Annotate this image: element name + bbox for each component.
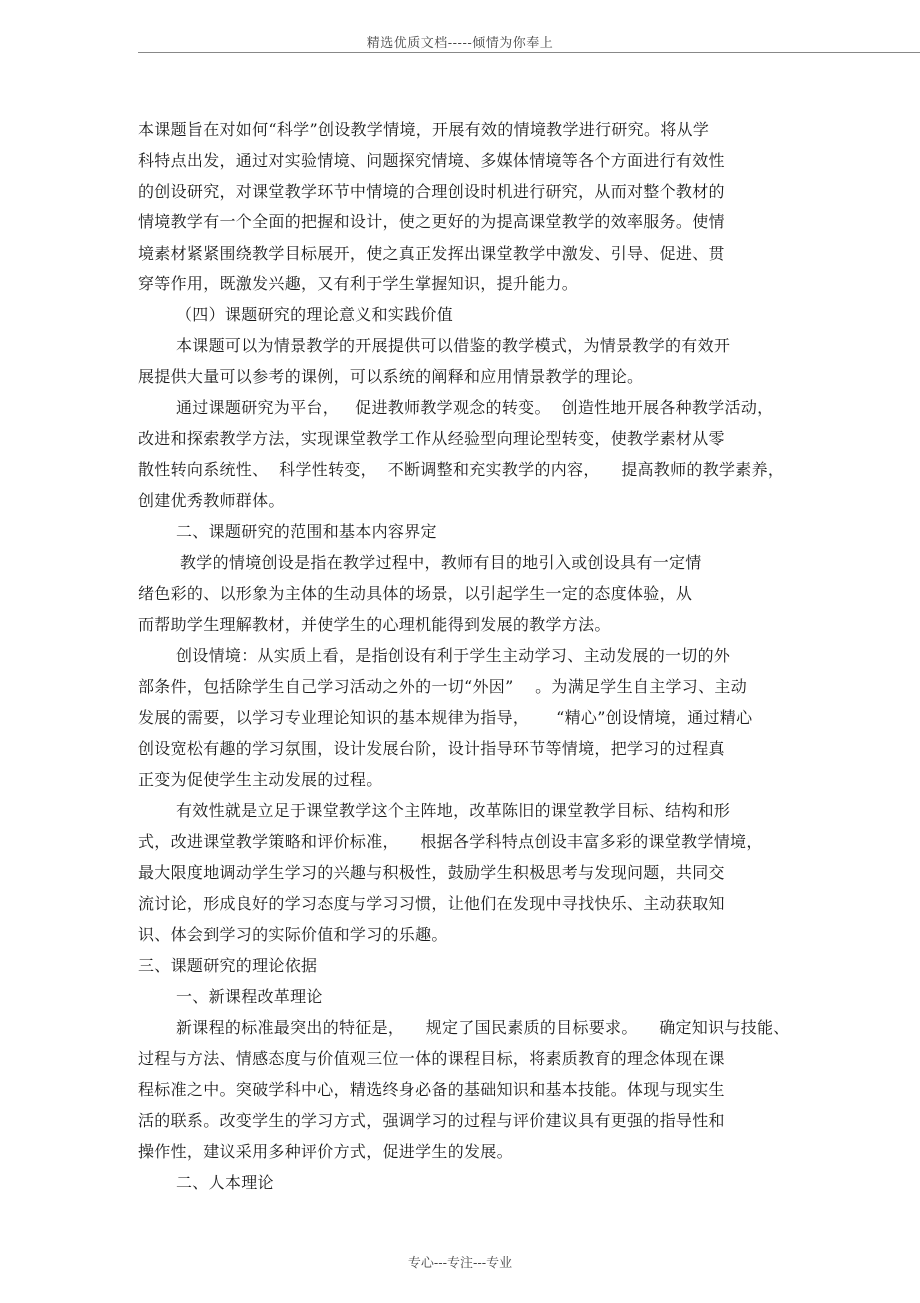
body-line: 发展的需要，以学习专业理论知识的基本规律为指导， “精心”创设情境，通过精心	[138, 708, 753, 727]
body-line: 本课题旨在对如何“科学”创设教学情境，开展有效的情境教学进行研究。将从学	[138, 120, 710, 139]
section-heading: 二、课题研究的范围和基本内容界定	[176, 522, 437, 541]
body-line: 通过课题研究为平台， 促进教师教学观念的转变。 创造性地开展各种教学活动，	[176, 398, 774, 417]
body-line: 创设情境：从实质上看，是指创设有利于学生主动学习、主动发展的一切的外	[176, 646, 731, 665]
body-line: 新课程的标准最突出的特征是， 规定了国民素质的目标要求。 确定知识与技能、	[176, 1018, 790, 1037]
body-line: 流讨论，形成良好的学习态度与学习习惯，让他们在发现中寻找快乐、主动获取知	[138, 894, 725, 913]
body-line: 展提供大量可以参考的课例，可以系统的阐释和应用情景教学的理论。	[138, 367, 644, 386]
body-line: 情境教学有一个全面的把握和设计，使之更好的为提高课堂教学的效率服务。使情	[138, 212, 725, 231]
body-line: 而帮助学生理解教材，并使学生的心理机能得到发展的教学方法。	[138, 615, 611, 634]
body-line: 教学的情境创设是指在教学过程中，教师有目的地引入或创设具有一定情	[180, 553, 702, 572]
page-footer: 专心---专注---专业	[407, 1256, 513, 1271]
body-line: 穿等作用，既激发兴趣，又有利于学生掌握知识，提升能力。	[138, 274, 579, 293]
body-line: 过程与方法、情感态度与价值观三位一体的课程目标，将素质教育的理念体现在课	[138, 1049, 725, 1068]
section-heading: 三、课题研究的理论依据	[138, 956, 318, 975]
body-line: 创设宽松有趣的学习氛围，设计发展台阶，设计指导环节等情境，把学习的过程真	[138, 739, 725, 758]
body-line: 的创设研究，对课堂教学环节中情境的合理创设时机进行研究，从而对整个教材的	[138, 182, 725, 201]
body-line: 操作性，建议采用多种评价方式，促进学生的发展。	[138, 1142, 513, 1161]
body-line: 识、体会到学习的实际价值和学习的乐趣。	[138, 925, 448, 944]
body-line: 活的联系。改变学生的学习方式，强调学习的过程与评价建议具有更强的指导性和	[138, 1111, 725, 1130]
body-line: 散性转向系统性、 科学性转变， 不断调整和充实教学的内容， 提高教师的教学素养，	[138, 460, 785, 479]
section-heading: （四）课题研究的理论意义和实践价值	[176, 305, 454, 324]
body-line: 程标准之中。突破学科中心，精选终身必备的基础知识和基本技能。体现与现实生	[138, 1080, 725, 1099]
body-line: 创建优秀教师群体。	[138, 491, 285, 510]
body-line: 科特点出发，通过对实验情境、问题探究情境、多媒体情境等各个方面进行有效性	[138, 151, 725, 170]
body-line: 有效性就是立足于课堂教学这个主阵地，改革陈旧的课堂教学目标、结构和形	[176, 801, 731, 820]
section-heading: 二、人本理论	[176, 1173, 274, 1192]
body-line: 境素材紧紧围绕教学目标展开，使之真正发挥出课堂教学中激发、引导、促进、贯	[138, 244, 725, 263]
body-line: 正变为促使学生主动发展的过程。	[138, 770, 383, 789]
header-divider	[138, 52, 920, 53]
section-heading: 一、新课程改革理论	[176, 987, 323, 1006]
body-line: 绪色彩的、以形象为主体的生动具体的场景，以引起学生一定的态度体验，从	[138, 584, 693, 603]
body-line: 本课题可以为情景教学的开展提供可以借鉴的教学模式，为情景教学的有效开	[176, 336, 731, 355]
page-header: 精选优质文档-----倾情为你奉上	[366, 36, 554, 51]
body-line: 式，改进课堂教学策略和评价标准， 根据各学科特点创设丰富多彩的课堂教学情境，	[138, 832, 763, 851]
body-line: 部条件，包括除学生自己学习活动之外的一切“外因” 。为满足学生自主学习、主动	[138, 677, 748, 696]
body-line: 最大限度地调动学生学习的兴趣与积极性，鼓励学生积极思考与发现问题，共同交	[138, 863, 725, 882]
body-line: 改进和探索教学方法，实现课堂教学工作从经验型向理论型转变，使教学素材从零	[138, 429, 725, 448]
